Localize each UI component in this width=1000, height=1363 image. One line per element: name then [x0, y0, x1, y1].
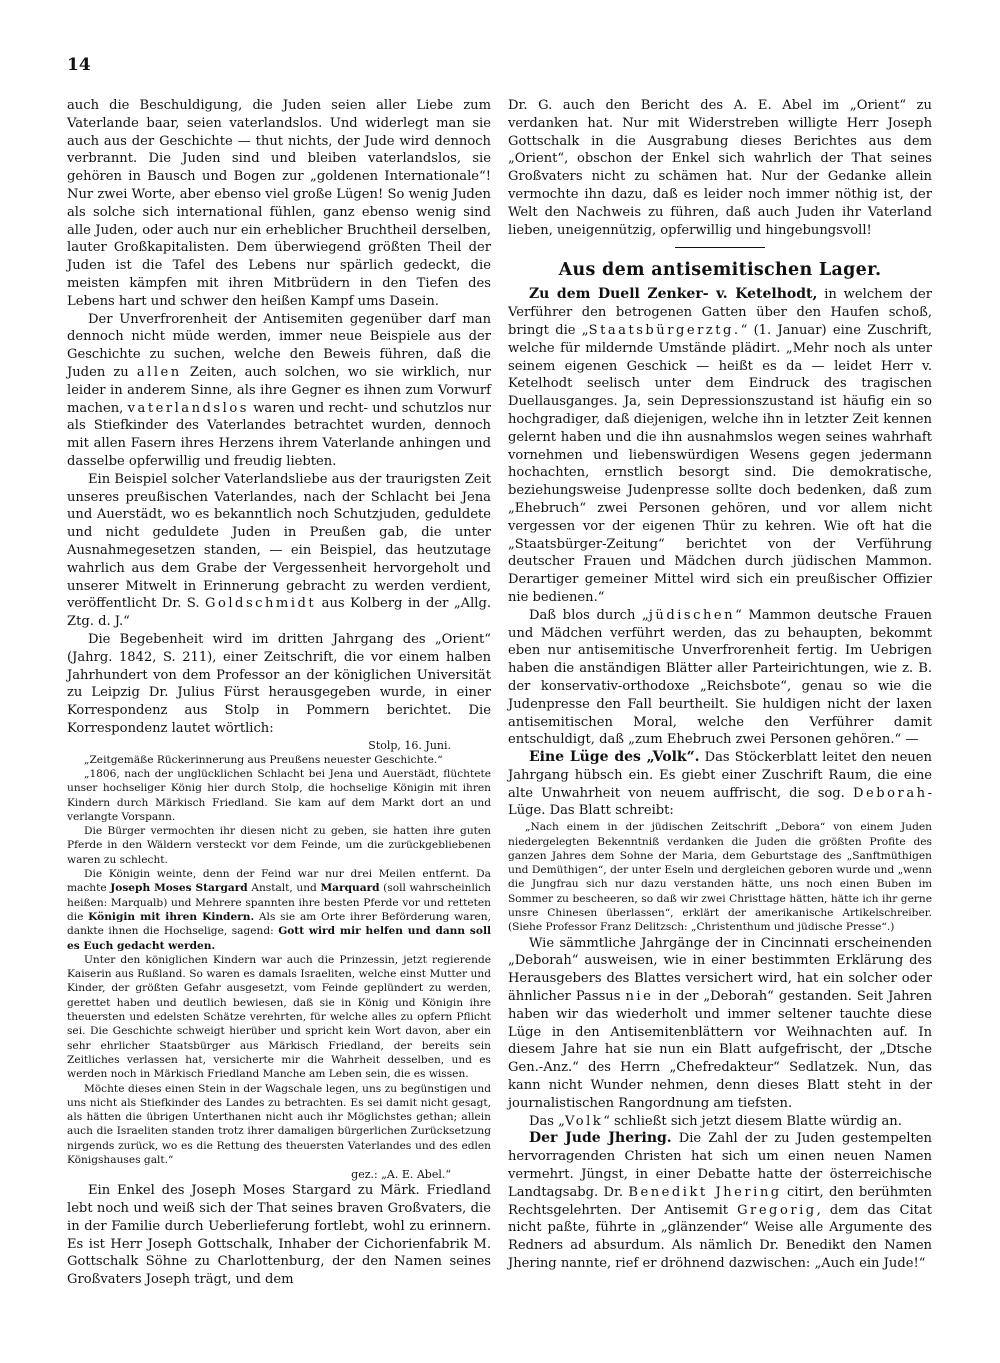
text-run: Die Zahl der zu Juden gestempelten hervorragenden Christen hat sich um einen neuen Namen vermehrt. Jüngst, in einer Debatte hatte der österreichische Landtagsabg. Dr. — [508, 1131, 932, 1200]
paragraph — [67, 471, 491, 631]
paragraph: Die Begebenheit wird im dritten Jahrgang des „Orient“ (Jahrg. 1842, S. 211), einer Zeitschrift, die vor einem halben Jahrhundert von dem Professor an der königlichen Universität zu Leipzig Dr. Julius Fürst herausgegeben wurde, in einer Korrespondenz aus Stolp in Pommern berichtet. Die Korrespondenz lautet wörtlich: — [67, 631, 491, 736]
left-column — [67, 97, 491, 1289]
paragraph: Ein Enkel des Joseph Moses Stargard zu Märk. Friedland lebt noch und weiß sich der That seines braven Großvaters, die in der Familie durch Ueberlieferung fortlebt, wohl zu erinnern. Es ist Herr Joseph Gottschalk, Inhaber der Cichorienfabrik M. Gottschalk Söhne zu Charlottenburg, der den Namen seines Großvaters Joseph trägt, und dem — [67, 1183, 491, 1288]
text-run: aus Kolberg in der „Allg. Ztg. d. J.“ — [67, 596, 491, 630]
spaced-emphasis: nie — [625, 989, 654, 1005]
spaced-emphasis: vaterlandslos — [127, 400, 249, 416]
page-number: 14 — [67, 55, 91, 75]
text-run: Das Stöckerblatt leitet den neuen Jahrgang hübsch ein. Es giebt einer Zuschrift Raum, die eine alte Unwahrheit von neuem auffrischt, die sog. — [508, 750, 932, 801]
spaced-emphasis: Staatsbürgerztg. — [588, 322, 741, 338]
spaced-emphasis: Benedikt Jhering — [628, 1184, 782, 1200]
quote-title: „Zeitgemäße Rückerinnerung aus Preußens neuester Geschichte.“ — [83, 753, 443, 766]
spaced-emphasis: Deborah — [853, 785, 928, 801]
quoted-correspondence — [67, 738, 491, 1183]
spaced-emphasis: allen — [136, 364, 182, 380]
paragraph — [508, 1113, 932, 1131]
text-run: -Lüge. Das Blatt schreibt: — [508, 785, 932, 819]
bold-name: Marquard — [320, 882, 380, 895]
text-run: waren und recht- und schutzlos nur als Stiefkinder des Vaterlandes betrachtet wurden, dennoch mit allen Fasern ihres Herzens ihrem Vaterlande anhingen und dasselbe opferwillig und freudig liebten. — [67, 400, 491, 469]
paragraph — [67, 311, 491, 471]
item-lead: Eine Lüge des „Volk“. — [528, 749, 700, 766]
paragraph: auch die Beschuldigung, die Juden seien aller Liebe zum Vaterlande baar, seien vaterlandslos. Und widerlegt man sie auch aus der Geschichte — thut nichts, der Jude wird dennoch verbrannt. Die Juden sind und bleiben vaterlandslos, sie gehören in Bausch und Bogen zur „goldenen Internationale“! Nur zwei Worte, aber ebenso viel große Lügen! So wenig Juden als solche sich international fühlen, ganz ebenso wenig sind alle Juden, oder auch nur ein erheblicher Bruchtheil derselben, lauter Großkapitalisten. Dem überwiegend größten Theil der Juden ist die Tafel des Lebens nur spärlich gedeckt, die meisten kämpfen mit ihren Mitbrüdern in den Tiefen des Lebens hart und schwer den heißen Kampf ums Dasein. — [67, 98, 491, 309]
text-run: in der „Deborah“ gestanden. Seit Jahren haben wir das wiederholt und immer seltener tauchte diese Lüge in den Antisemitenblättern vor Weihnachten auf. In diesem Jahre hat sie nun ein Blatt aufgefrischt, der „Dtsche Gen.-Anz.“ des Herrn „Chefredakteur“ Sedlatzek. Nun, das kann nicht Wunder nehmen, denn dieses Blatt steht in der journalistischen Rangordnung am tiefsten. — [508, 989, 933, 1111]
spaced-emphasis: Gregorig — [737, 1202, 817, 1218]
bold-phrase: Gott wird mir helfen und dann soll es Euch gedacht werden. — [67, 925, 491, 952]
paragraph — [508, 1130, 932, 1272]
item-lead: Der Jude Jhering. — [528, 1130, 672, 1147]
text-run: Der Unverfrorenheit der Antisemiten gegenüber darf man dennoch nicht müde werden, immer neue Beispiele aus der Geschichte zu suchen, welche den Beweis führen, daß die Juden zu — [67, 311, 491, 380]
quote-paragraph: Möchte dieses einen Stein in der Wagschale legen, uns zu begünstigen und uns nicht als Stiefkinder des Landes zu betrachten. Es sei damit nicht gesagt, als hätten die übrigen Unterthanen nicht auch ihr Möglichstes gethan; allein auch die Israeliten standen trotz ihrer damaligen bürgerlichen Zurücksetzung nirgends zurück, wo es die Rettung des theuersten Vaterlandes und des edlen Königshauses galt.“ — [67, 1082, 491, 1166]
spaced-emphasis: Volk — [564, 1113, 604, 1129]
quote-paragraph: Die Bürger vermochten ihr diesen nicht zu geben, sie hatten ihre guten Pferde in den Wäldern versteckt vor dem Feinde, um die zurückgebliebenen waren zu schlecht. — [67, 825, 491, 866]
signature: gez.: „A. E. Abel.“ — [351, 1168, 451, 1182]
spaced-emphasis: jüdischen — [648, 607, 736, 623]
quote-paragraph: „1806, nach der unglücklichen Schlacht bei Jena und Auerstädt, flüchtete unser hochseliger König hier durch Stolp, die hochselige Königin mit ihren Kindern durch Märkisch Friedland. Sie kam auf dem Markt dort an und verlangte Vorspann. — [67, 767, 491, 823]
section-divider — [675, 247, 765, 248]
text-run: (soll wahrscheinlich heißen: Marqualb) und Mehrere spannten ihre besten Pferde vor und retteten die — [67, 882, 491, 923]
text-run: Ein Beispiel solcher Vaterlandsliebe aus der traurigsten Zeit unseres preußischen Vaterlandes, nach der Schlacht bei Jena und Auerstädt, wo es bekanntlich noch Schutzjuden, geduldete und nicht geduldete Juden in Preußen gab, die unter Ausnahmegesetzen standen, — ein Beispiel, das heutzutage wahrlich aus dem Grabe der Vergessenheit hervorgeholt und unserer Mitwelt in Erinnerung gebracht zu werden verdient, veröffentlicht Dr. S. — [67, 471, 491, 612]
paragraph — [508, 286, 932, 606]
text-run: Das „ — [528, 1113, 565, 1129]
text-run: Wie sämmtliche Jahrgänge der in Cincinnati erscheinenden „Deborah“ ausweisen, wie in einer bestimmten Erklärung des Herausgebers des Blattes versichert wird, hat ein solcher oder ähnlicher Passus — [508, 935, 932, 1005]
paragraph — [508, 607, 932, 749]
spaced-emphasis: Goldschmidt — [205, 596, 317, 612]
item-lead: Zu dem Duell Zenker- v. Ketelhodt, — [528, 286, 818, 303]
quoted-block — [508, 820, 932, 934]
text-run: Als sie am Orte ihrer Beförderung waren, dankte ihnen die Hochselige, sagend: — [67, 910, 491, 938]
section-heading: Aus dem antisemitischen Lager. — [558, 260, 882, 281]
paragraph — [508, 749, 932, 820]
text-run: in welchem der Verführer den betrogenen Gatten über den Haufen schoß, bringt die „ — [508, 287, 932, 338]
bold-name: Joseph Moses Stargard — [110, 882, 248, 895]
quote-paragraph: Unter den königlichen Kindern war auch die Prinzessin, jetzt regierende Kaiserin aus Rußland. So waren es damals Israeliten, welche einst Mutter und Kinder, der größten Gefahr ausgesetzt, vom Feinde geplündert zu werden, gerettet haben und deutlich bewiesen, daß sie in König und Königin ihre theuersten und edelsten Schätze verehrten, für welche alles zu opfern Pflicht sei. Die Geschichte schweigt hierüber und spricht kein Wort davon, aber ein sehr ehrlicher Staatsbürger aus Märkisch Friedland, der bereits sein Zeitliches verlassen hat, versicherte mir die Wahrheit desselben, und es werden noch in Märkisch Friedland Manche am Leben sein, die es wissen. — [67, 953, 491, 1081]
bold-phrase: Königin mit ihren Kindern. — [88, 910, 255, 923]
text-run: , dem das Citat nicht paßte, führte in „glänzender“ Weise alle Argumente des Redners ad absurdum. Als nämlich Dr. Benedikt den Namen Jhering nannte, rief er dröhnend dazwischen: „Auch ein Jude!“ — [508, 1202, 932, 1271]
text-run: “ schließt sich jetzt diesem Blatte würdig an. — [603, 1113, 902, 1129]
dateline: Stolp, 16. Juni. — [368, 738, 451, 752]
paragraph — [508, 935, 932, 1113]
quote-paragraph — [67, 867, 491, 953]
quote-paragraph: „Nach einem in der jüdischen Zeitschrift „Debora“ von einem Juden niedergelegten Bekenntniß verdanken die Juden die größten Profite des ganzen Jahres dem Sohne der Maria, dem Geburtstage des „Sanftmüthigen und Demüthigen“, der unter Eseln und dergleichen geboren wurde und „wenn die Jungfrau sich nur dazu verstanden hätte, uns noch einen Buben im Sommer zu bescheeren, so daß wir zwei Christtage hätten, hätte ich ihr gerne unsre Chinesen überlassen“, erklärt der amerikanische Artikelschreiber. (Siehe Professor Franz Delitzsch: „Christenthum und jüdische Presse“.) — [508, 821, 932, 934]
text-run: “ Mammon deutsche Frauen und Mädchen verführt werden, das zu behaupten, bekommt eben nur antisemitische Unverfrorenheit fertig. Im Uebrigen haben die anständigen Blätter aller Parteirichtungen, wie z. B. der konservativ-orthodoxe „Reichsbote“, genau so wie die Judenpresse den Fall beurtheilt. Sie huldigen nicht der laxen antisemitischen Moral, welche den Verführer damit entschuldigt, daß „zum Ehebruch zwei Personen gehören.“ — — [508, 607, 932, 748]
text-run: Die Königin weinte, denn der Feind war nur drei Meilen entfernt. Da machte — [67, 868, 491, 895]
paragraph: Dr. G. auch den Bericht des A. E. Abel im „Orient“ zu verdanken hat. Nur mit Widerstreben willigte Herr Joseph Gottschalk in die Ausgrabung dieses Berichtes aus dem „Orient“, obschon der Enkel sich wahrlich der That seines Großvaters nicht zu schämen hat. Nur der Gedanke allein vermochte ihn dazu, daß es leider noch immer nöthig ist, der Welt den Nachweis zu führen, daß auch Juden ihr Vaterland lieben, uneigennützig, opferwillig und hingebungsvoll! — [508, 98, 932, 238]
text-run: Zeiten, auch solchen, wo sie wirklich, nur leider in anderem Sinne, als ihre Gegner es ihnen zum Vorwurf machen, — [67, 364, 491, 416]
text-run: “ (1. Januar) eine Zuschrift, welche für mildernde Umstände plädirt. „Mehr noch als unter seinem eigenen Geschick — heißt es da — leidet Herr v. Ketelhodt seelisch unter dem Eindruck des tragischen Duellausganges. Ja, sein Depressionszustand ist häufig ein so hochgradiger, daß diejenigen, welche ihn in letzter Zeit kennen gelernt haben und die ihn ausnahmslos wegen seines wahrhaft vornehmen und liebenswürdigen Wesens gegen jedermann hochachten, ernstlich besorgt sind. Die demokratische, beziehungsweise Judenpresse sollte doch bedenken, daß zum „Ehebruch“ zwei Personen gehören, und vor allem nicht vergessen vor der eigenen Thür zu kehren. Wie oft hat die „Staatsbürger-Zeitung“ berichtet von der Verführung deutscher Frauen und Mädchen durch jüdischen Mammon. Derartiger gemeiner Mittel wird sich ein preußischer Offizier nie bedienen.“ — [508, 322, 932, 605]
right-column — [508, 97, 932, 1273]
text-run: Anstalt, und — [247, 882, 321, 895]
text-run: citirt, den berühmten Rechtsgelehrten. Der Antisemit — [508, 1184, 932, 1218]
text-run: Daß blos durch „ — [528, 607, 649, 623]
